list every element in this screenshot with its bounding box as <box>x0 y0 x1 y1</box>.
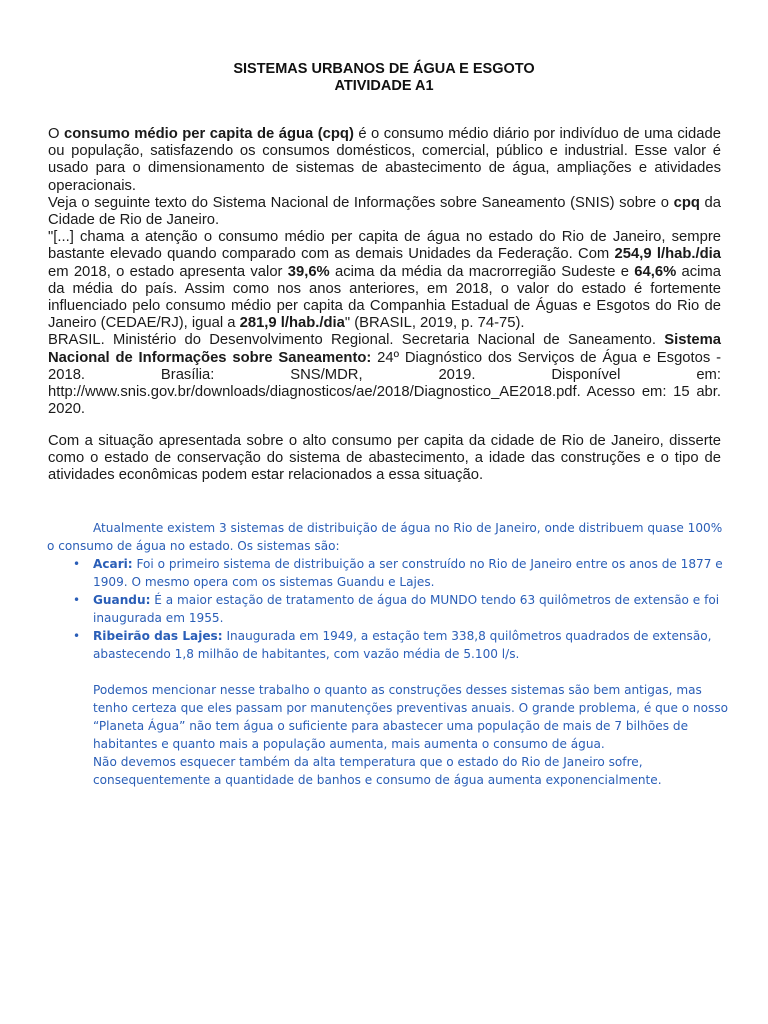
document-title <box>0 61 768 95</box>
bullet-icon: • <box>73 593 81 607</box>
question-paragraph: Com a situação apresentada sobre o alto consumo per capita da cidade de Rio de Janeiro, disserte como o estado de conservação do sistema de abastecimento, a idade das construções e o tipo de atividades econômicas podem estar relacionados a essa situação. <box>48 433 721 484</box>
title-line-2: ATIVIDADE A1 <box>334 78 434 94</box>
answer-section <box>47 519 729 789</box>
snis-intro-paragraph: Veja o seguinte texto do Sistema Nacional de Informações sobre Saneamento (SNIS) sobre o cpq da Cidade de Rio de Janeiro. <box>48 194 721 229</box>
answer-intro: Atualmente existem 3 sistemas de distribuição de água no Rio de Janeiro, onde distribuem quase 100% o consumo de água no estado. Os sistemas são: <box>47 521 723 553</box>
closing-paragraph-1: Podemos mencionar nesse trabalho o quanto as construções desses sistemas são bem antigas, mas tenho certeza que eles passam por manutenções preventivas anuais. O grande problema, é que o nosso “Planeta Água” não tem água o suficiente para abastecer uma população de mais de 7 bilhões de habitantes e quanto mais a população aumenta, mais aumenta o consumo de água. <box>93 683 729 751</box>
bullet-icon: • <box>73 557 81 571</box>
title-line-1: SISTEMAS URBANOS DE ÁGUA E ESGOTO <box>233 61 535 77</box>
closing-paragraph-2: Não devemos esquecer também da alta temperatura que o estado do Rio de Janeiro sofre, consequentemente a quantidade de banhos e consumo de água aumenta exponencialmente. <box>93 755 662 787</box>
list-item: • Acari: Foi o primeiro sistema de distribuição a ser construído no Rio de Janeiro entre os anos de 1877 e 1909. O mesmo opera com os sistemas Guandu e Lajes. <box>73 557 723 589</box>
systems-list <box>47 555 729 663</box>
reference-paragraph: BRASIL. Ministério do Desenvolvimento Regional. Secretaria Nacional de Saneamento. Sistema Nacional de Informações sobre Saneamento: 24º Diagnóstico dos Serviços de Água e Esgotos - 2018. Brasília: SNS/MDR, 2019. Disponível em: http://www.snis.gov.br/downloads/diagnosticos/ae/2018/Diagnostico_AE2018.pdf. Acesso em: 15 abr. 2020. <box>48 332 721 418</box>
answer-closing <box>47 681 729 789</box>
snis-quote-paragraph: "[...] chama a atenção o consumo médio per capita de água no estado do Rio de Janeiro, sempre bastante elevado quando comparado com as demais Unidades da Federação. Com 254,9 l/hab./dia em 2018, o estado apresenta valor 39,6% acima da média da macrorregião Sudeste e 64,6% acima da média do país. Assim como nos anos anteriores, em 2018, o valor do estado é fortemente influenciado pelo consumo médio per capita da Companhia Estadual de Águas e Esgotos do Rio de Janeiro (CEDAE/RJ), igual a 281,9 l/hab./dia" (BRASIL, 2019, p. 74-75). <box>48 229 721 332</box>
bullet-icon: • <box>73 629 81 643</box>
cpq-term: consumo médio per capita de água (cpq) <box>63 126 354 142</box>
prompt-section <box>48 126 721 418</box>
list-item: • Guandu: É a maior estação de tratamento de água do MUNDO tendo 63 quilômetros de extensão e foi inaugurada em 1955. <box>73 593 720 625</box>
definition-paragraph: O consumo médio per capita de água (cpq) é o consumo médio diário por indivíduo de uma cidade ou população, satisfazendo os consumos domésticos, comercial, público e industrial. Esse valor é usado para o dimensionamento de sistemas de abastecimento de água, ampliações e atividades operacionais. <box>48 126 721 194</box>
question-section <box>48 433 721 485</box>
list-item: • Ribeirão das Lajes: Inaugurada em 1949, a estação tem 338,8 quilômetros quadrados de extensão, abastecendo 1,8 milhão de habitantes, com vazão média de 5.100 l/s. <box>73 629 712 661</box>
